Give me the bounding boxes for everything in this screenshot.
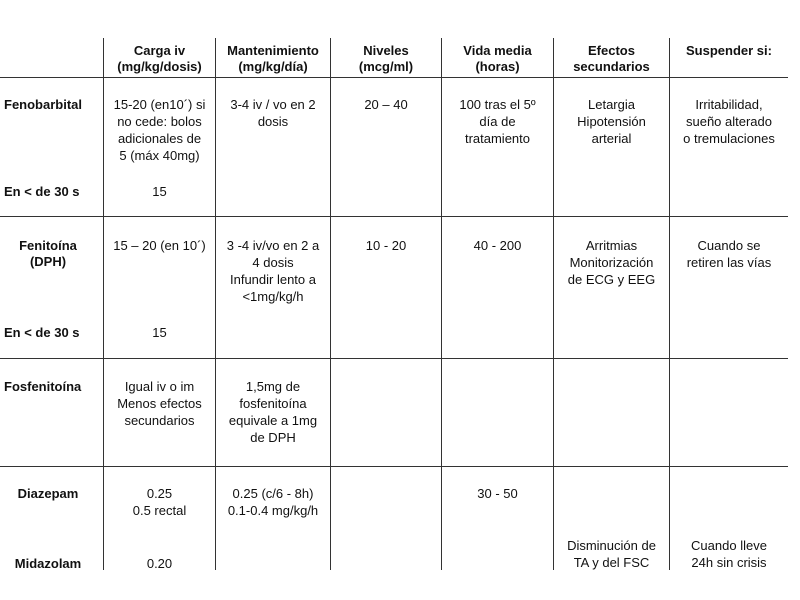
fosfenitoina-carga: Igual iv o im Menos efectos secundarios <box>117 379 202 428</box>
fenobarbital-suspender: Irritabilidad, sueño alterado o tremulaciones <box>683 97 775 146</box>
diazepam-vida-media: 30 - 50 <box>477 486 518 501</box>
fenobarbital-sublabel: En < de 30 s <box>4 184 80 199</box>
row-label-diazepam: Diazepam <box>17 486 79 501</box>
midazolam-suspender: Cuando lleve 24h sin crisis <box>691 538 767 570</box>
header-suspender: Suspender si: <box>686 43 772 58</box>
fenobarbital-mantenimiento: 3-4 iv / vo en 2 dosis <box>230 97 316 129</box>
midazolam-efectos: Disminución de TA y del FSC <box>567 538 656 570</box>
diazepam-carga: 0.25 0.5 rectal <box>132 486 187 518</box>
fenitoina-mantenimiento: 3 -4 iv/vo en 2 a 4 dosis Infundir lento a <1mg/kg/h <box>226 238 320 304</box>
row-label-fenitoina: Fenitoína (DPH) <box>19 238 77 269</box>
header-carga: Carga iv (mg/kg/dosis) <box>117 43 202 74</box>
fenobarbital-niveles: 20 – 40 <box>364 97 408 112</box>
row-label-fenobarbital: Fenobarbital <box>4 97 83 112</box>
fenobarbital-vida-media: 100 tras el 5º día de tratamiento <box>459 97 536 146</box>
header-vida-media: Vida media (horas) <box>463 43 532 74</box>
header-mantenimiento: Mantenimiento (mg/kg/día) <box>227 43 319 74</box>
fenitoina-sublabel: En < de 30 s <box>4 325 80 340</box>
fenitoina-sub-carga: 15 <box>152 325 167 340</box>
fenitoina-efectos: Arritmias Monitorización de ECG y EEG <box>567 238 656 287</box>
header-niveles: Niveles (mcg/ml) <box>358 43 414 74</box>
fenobarbital-carga: 15-20 (en10´) si no cede: bolos adicionales de 5 (máx 40mg) <box>113 97 206 163</box>
header-efectos: Efectos secundarios <box>573 43 650 74</box>
row-label-fosfenitoina: Fosfenitoína <box>4 379 82 394</box>
fenitoina-vida-media: 40 - 200 <box>473 238 522 253</box>
fenitoina-suspender: Cuando se retiren las vías <box>686 238 772 270</box>
fenitoina-carga: 15 – 20 (en 10´) <box>113 238 206 253</box>
fenobarbital-efectos: Letargia Hipotensión arterial <box>577 97 646 146</box>
midazolam-carga: 0.20 <box>146 556 173 571</box>
fosfenitoina-mantenimiento: 1,5mg de fosfenitoína equivale a 1mg de DPH <box>228 379 318 445</box>
row-label-midazolam: Midazolam <box>14 556 82 571</box>
col-separator-3 <box>330 38 331 570</box>
fenobarbital-sub-carga: 15 <box>152 184 167 199</box>
fenitoina-niveles: 10 - 20 <box>365 238 407 253</box>
diazepam-mantenimiento: 0.25 (c/6 - 8h) 0.1-0.4 mg/kg/h <box>227 486 319 518</box>
